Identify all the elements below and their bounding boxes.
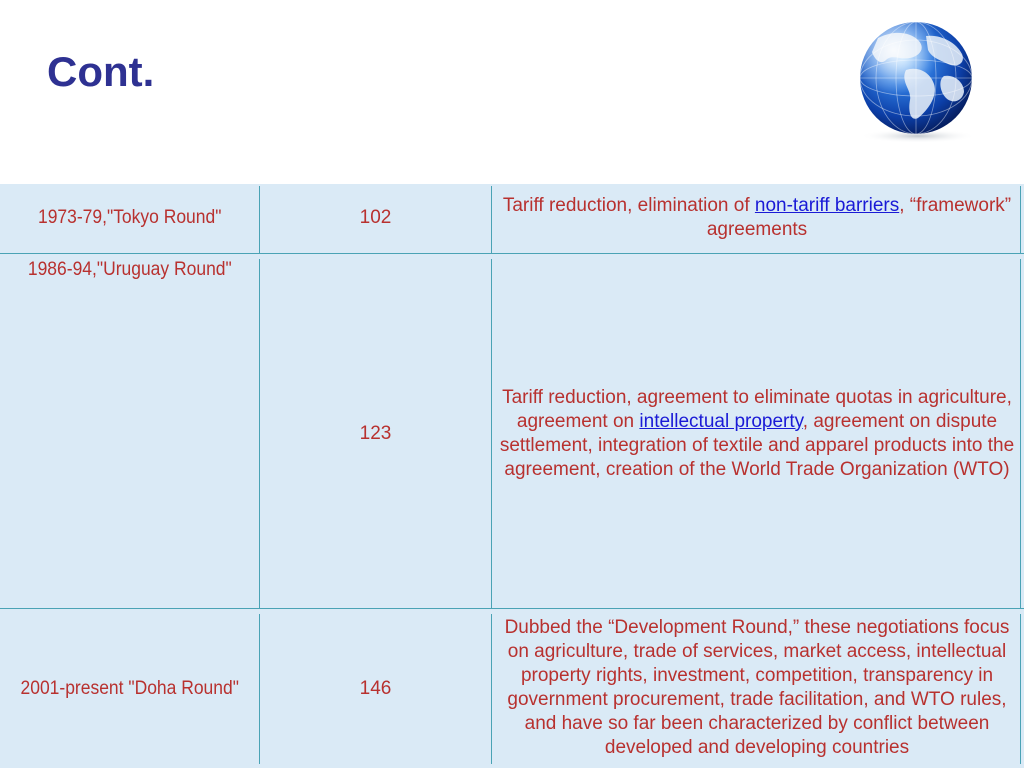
intellectual-property-link[interactable]: intellectual property xyxy=(639,410,803,432)
table-divider xyxy=(491,614,492,764)
table-divider xyxy=(1020,259,1021,608)
round-name: 2001-present "Doha Round" xyxy=(20,678,239,699)
slide-title: Cont. xyxy=(47,48,155,95)
table-cell-subjects xyxy=(494,259,1020,608)
table-divider xyxy=(1020,186,1021,253)
rounds-table xyxy=(0,184,1024,768)
table-cell-count xyxy=(260,259,491,608)
round-name: 1986-94,"Uruguay Round" xyxy=(27,259,232,280)
table-cell-round xyxy=(0,614,259,764)
table-cell-count xyxy=(260,190,491,246)
table-divider xyxy=(491,186,492,253)
table-cell-subjects xyxy=(498,616,1016,764)
subjects-text xyxy=(503,195,1011,240)
non-tariff-barriers-link[interactable]: non-tariff barriers xyxy=(754,195,900,216)
table-cell-count xyxy=(260,614,491,764)
subjects-text-part: Tariff reduction, elimination of xyxy=(502,195,755,216)
table-cell-round xyxy=(0,190,259,246)
subjects-text: Dubbed the “Development Round,” these negotiations focus on agriculture, trade of services, market access, intellectual property rights, investment, competition, transparency in government procurement, trade facilitation, and WTO rules, and have so far been characterized by conflict between developed and developing countries xyxy=(504,617,1010,758)
country-count: 102 xyxy=(359,207,392,228)
table-cell-round xyxy=(0,258,259,288)
subjects-text-part: Tariff reduction, agreement to eliminate quotas in agriculture, agreement on xyxy=(502,386,1012,432)
table-divider xyxy=(1020,614,1021,764)
globe-icon xyxy=(848,18,984,146)
subjects-text-part: , agreement on dispute settlement, integration of textile and apparel products into the agreement, creation of the World Trade Organization (WTO) xyxy=(499,410,1015,480)
table-divider xyxy=(0,608,1024,609)
table-divider xyxy=(491,259,492,608)
country-count: 123 xyxy=(359,422,392,444)
round-name: 1973-79,"Tokyo Round" xyxy=(37,207,222,228)
table-divider xyxy=(0,253,1024,254)
subjects-text xyxy=(494,386,1020,482)
subjects-text-part: , “framework” agreements xyxy=(706,195,1012,240)
table-cell-subjects xyxy=(494,194,1020,250)
country-count: 146 xyxy=(359,678,392,699)
